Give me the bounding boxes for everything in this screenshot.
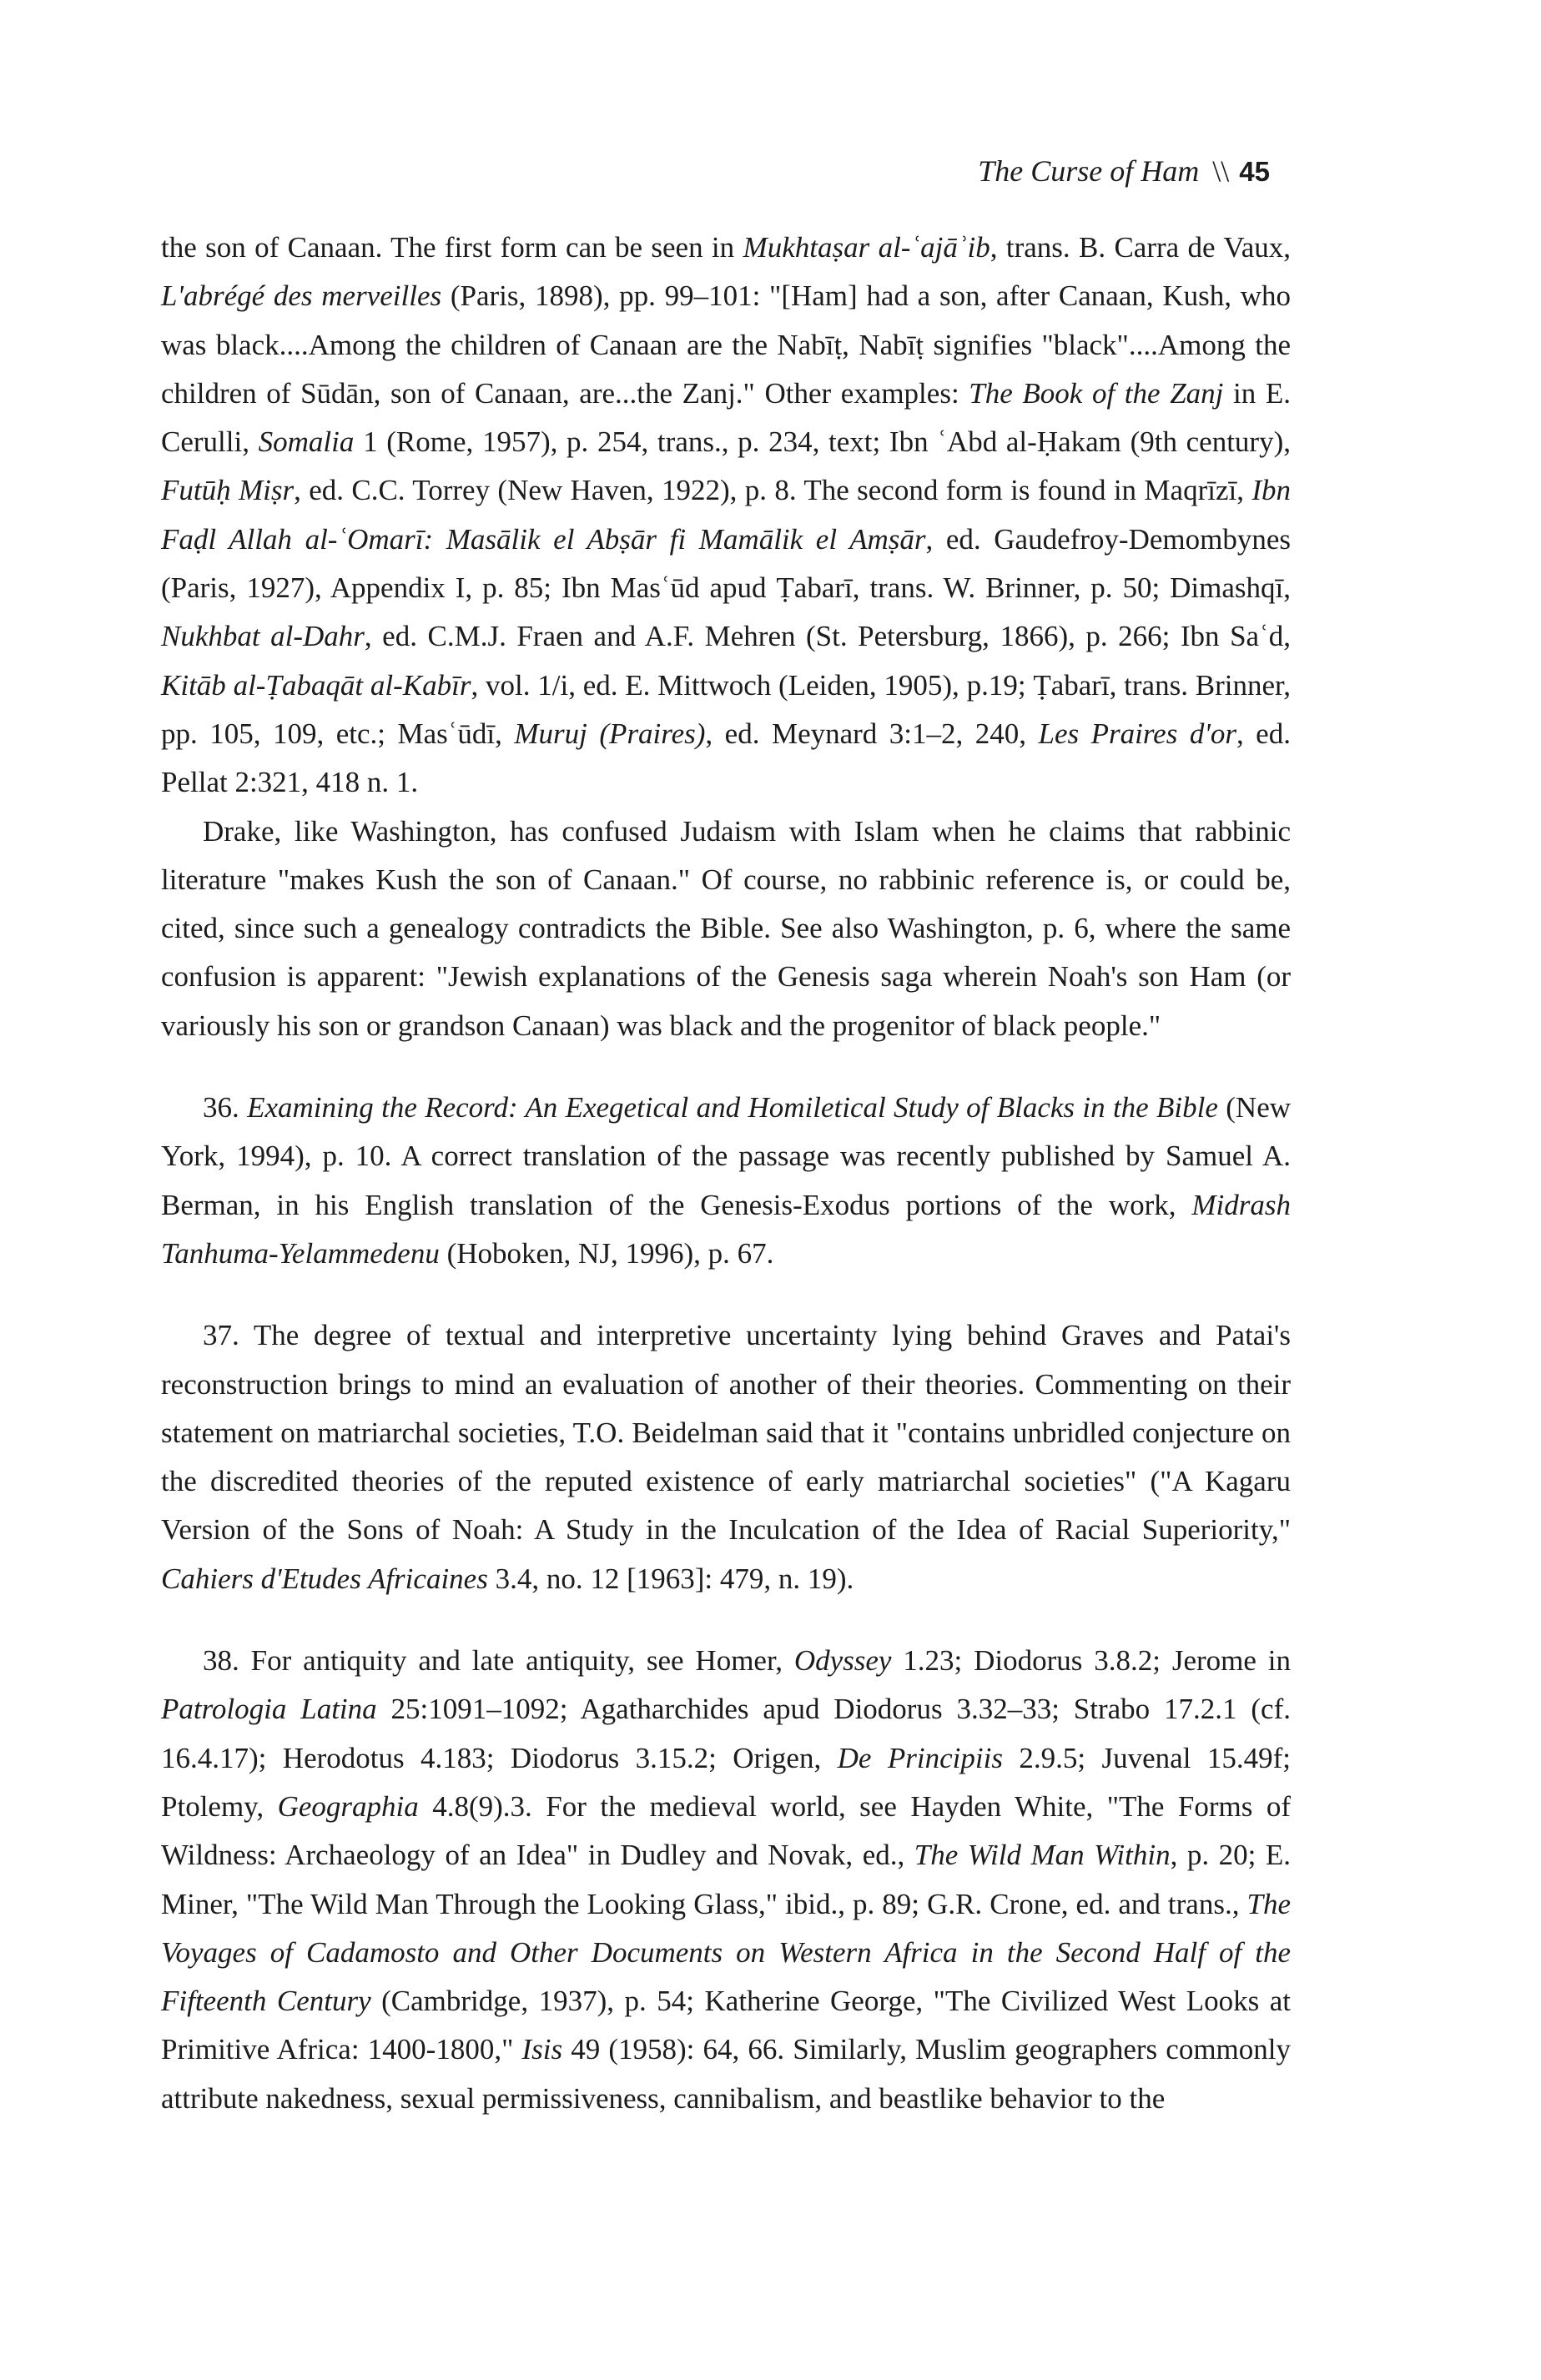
italic-title: Examining the Record: An Exegetical and Homiletical Study of Blacks in the Bible: [247, 1091, 1218, 1125]
text-run: , trans. B. Carra de Vaux,: [990, 231, 1292, 264]
italic-title: The Voyages of Cadamosto and Other Documents on Western Africa in the Second Half of the Fifteenth Century: [161, 1887, 1291, 2018]
text-run: 1 (Rome, 1957), p. 254, trans., p. 234, text; Ibn ʿAbd al-Ḥakam (9th century),: [354, 425, 1291, 459]
italic-title: Muruj (Praires): [514, 717, 706, 750]
italic-title: Somalia: [258, 425, 355, 459]
italic-title: Isis: [521, 2033, 563, 2066]
italic-title: Midrash Tanhuma-Yelammedenu: [161, 1188, 1291, 1270]
text-run: 49 (1958): 64, 66. Similarly, Muslim geographers commonly attribute nakedness, sexual permissiveness, cannibalism, and beastlike behavior to the: [161, 2033, 1291, 2115]
text-run: (New York, 1994), p. 10. A correct translation of the passage was recently published by Samuel A. Berman, in his English translation of the Genesis-Exodus portions of the work,: [161, 1091, 1292, 1221]
text-run: , ed. Gaudefroy-Demombynes (Paris, 1927), Appendix I, p. 85; Ibn Masʿūd apud Ṭabarī, trans. W. Brinner, p. 50; Dimashqī,: [161, 522, 1291, 605]
text-run: 1.23; Diodorus 3.8.2; Jerome in: [891, 1644, 1291, 1678]
running-title: The Curse of Ham: [978, 154, 1200, 188]
text-run: (Hoboken, NJ, 1996), p. 67.: [439, 1236, 774, 1270]
italic-title: De Principiis: [837, 1741, 1003, 1774]
footnote-35-continuation: [161, 224, 1291, 808]
italic-title: Nukhbat al-Dahr: [161, 620, 365, 653]
text-run: 25:1091–1092; Agatharchides apud Diodorus 3.32–33; Strabo 17.2.1 (cf. 16.4.17); Herodotus 4.183; Diodorus 3.15.2; Origen,: [161, 1693, 1291, 1774]
text-run: (Cambridge, 1937), p. 54; Katherine George, "The Civilized West Looks at Primitive Africa: 1400-1800,": [161, 1985, 1291, 2066]
text-run: , ed. C.C. Torrey (New Haven, 1922), p. 8. The second form is found in Maqrīzī,: [294, 474, 1252, 507]
italic-title: Odyssey: [793, 1644, 892, 1678]
page-body: [161, 224, 1291, 2123]
text-run: 4.8(9).3. For the medieval world, see Hayden White, "The Forms of Wildness: Archaeology of an Idea" in Dudley and Novak, ed.,: [161, 1789, 1291, 1872]
footnote-35-drake-paragraph: [161, 808, 1291, 1050]
text-run: Drake, like Washington, has confused Judaism with Islam when he claims that rabbinic literature "makes Kush the son of Canaan." Of course, no rabbinic reference is, or could be, cited, since such a genealogy contradicts the Bible. See also Washington, p. 6, where the same confusion is apparent: "Jewish explanations of the Genesis saga wherein Noah's son Ham (or variously his son or grandson Canaan) was black and the progenitor of black people.": [161, 814, 1291, 1042]
italic-title: Mukhtaṣar al-ʿajāʾib: [743, 231, 990, 264]
text-run: , vol. 1/i, ed. E. Mittwoch (Leiden, 1905), p.19; Ṭabarī, trans. Brinner, pp. 105, 109, etc.; Masʿūdī,: [161, 668, 1291, 750]
italic-title: Ibn Faḍl Allah al-ʿOmarī: Masālik el Abṣār fi Mamālik el Amṣār: [161, 474, 1291, 556]
text-run: 2.9.5; Juvenal 15.49f; Ptolemy,: [161, 1741, 1291, 1823]
text-run: 36.: [203, 1091, 248, 1125]
text-run: in E. Cerulli,: [161, 376, 1291, 459]
italic-title: Geographia: [277, 1789, 419, 1823]
running-header: [978, 153, 1270, 190]
footnote-37: [161, 1311, 1291, 1603]
text-run: the son of Canaan. The first form can be seen in: [161, 231, 743, 264]
italic-title: Kitāb al-Ṭabaqāt al-Kabīr: [161, 668, 471, 702]
text-run: , ed. Meynard 3:1–2, 240,: [705, 717, 1039, 750]
text-run: 37. The degree of textual and interpretive uncertainty lying behind Graves and Patai's reconstruction brings to mind an evaluation of another of their theories. Commenting on their statement on matriarchal societies, T.O. Beidelman said that it "contains unbridled conjecture on the discredited theories of the reputed existence of early matriarchal societies" ("A Kagaru Version of the Sons of Noah: A Study in the Inculcation of the Idea of Racial Superiority,": [161, 1319, 1291, 1547]
italic-title: The Wild Man Within: [914, 1839, 1171, 1872]
page-number: 45: [1239, 156, 1270, 187]
text-run: (Paris, 1898), pp. 99–101: "[Ham] had a son, after Canaan, Kush, who was black....Among the children of Canaan are the Nabīṭ, Nabīṭ signifies "black"....Among the children of Sūdān, son of Canaan, are...the Zanj." Other examples:: [161, 279, 1291, 410]
footnote-36: [161, 1084, 1291, 1278]
italic-title: Les Praires d'or: [1038, 717, 1236, 750]
text-run: , p. 20; E. Miner, "The Wild Man Through the Looking Glass," ibid., p. 89; G.R. Crone, ed. and trans.,: [161, 1839, 1292, 1920]
italic-title: Futūḥ Miṣr: [161, 474, 295, 507]
text-run: 3.4, no. 12 [1963]: 479, n. 19).: [487, 1562, 854, 1595]
text-run: , ed. C.M.J. Fraen and A.F. Mehren (St. Petersburg, 1866), p. 266; Ibn Saʿd,: [364, 620, 1291, 653]
italic-title: Patrologia Latina: [161, 1693, 377, 1726]
italic-title: Cahiers d'Etudes Africaines: [161, 1562, 488, 1595]
header-separator: \\: [1212, 154, 1230, 188]
footnote-38: [161, 1637, 1291, 2123]
italic-title: L'abrégé des merveilles: [161, 279, 442, 313]
text-run: 38. For antiquity and late antiquity, see Homer,: [203, 1644, 794, 1678]
text-run: , ed. Pellat 2:321, 418 n. 1.: [161, 717, 1291, 799]
italic-title: The Book of the Zanj: [969, 376, 1224, 410]
